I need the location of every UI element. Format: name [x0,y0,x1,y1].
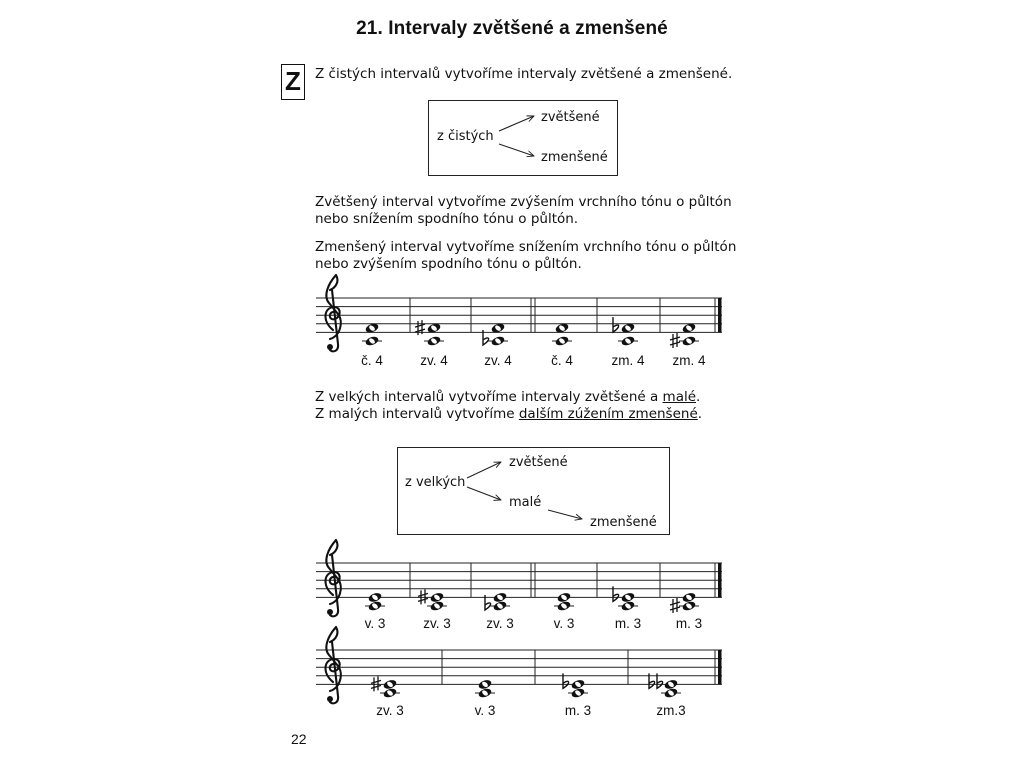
underlined-term-diminished: dalším zúžením zmenšené [518,406,698,422]
fourth-interval-label: zm. 4 [672,353,706,368]
rule-diminished-line2: nebo zvýšením spodního tónu o půltón. [315,256,582,272]
interval-chord [613,586,638,611]
third-interval-label: m. 3 [614,616,642,631]
third-variant-label: zv. 3 [376,703,404,718]
staff-major-thirds [316,540,722,616]
rule-diminished-line1: Zmenšený interval vytvoříme snížením vrchního tónu o půltón [315,239,737,255]
page-title: 21. Intervaly zvětšené a zmenšené [356,18,668,39]
third-variant-label: zm.3 [656,703,686,718]
interval-chord [365,592,385,612]
interval-chord [554,592,574,612]
intro-text: Z čistých intervalů vytvoříme intervaly zvětšené a zmenšené. [315,66,733,82]
diagram-target-diminished: zmenšené [541,150,608,165]
interval-chord [475,679,495,699]
treble-clef [326,627,341,703]
fourth-interval-label: zv. 4 [420,353,448,368]
diagram2-target-augmented: zvětšené [509,455,568,470]
minor-intervals-line: Z malých intervalů vytvoříme dalším zúžením zmenšené. [315,406,703,422]
third-interval-label: v. 3 [364,616,386,631]
third-variant-label: m. 3 [564,703,592,718]
interval-chord [483,322,508,347]
third-interval-label: m. 3 [675,616,703,631]
interval-chord [670,322,699,348]
interval-chord [670,592,699,613]
fourth-interval-label: zm. 4 [611,353,645,368]
rule-augmented-line2: nebo snížením spodního tónu o půltón. [315,211,579,227]
third-variant-label: v. 3 [474,703,496,718]
interval-chord [649,673,681,698]
staff-perfect-fourths [316,275,722,351]
fourth-interval-label: zv. 4 [484,353,512,368]
interval-chord [362,322,382,347]
fourth-interval-label: č. 4 [361,353,383,368]
third-interval-label: v. 3 [553,616,575,631]
fourth-interval-label: č. 4 [551,353,573,368]
interval-chord [371,676,400,698]
interval-chord [563,673,588,698]
rule-augmented-line1: Zvětšený interval vytvoříme zvýšením vrchního tónu o půltón [315,194,732,210]
diagram-source-label: z čistých [437,129,494,144]
diagram-target-augmented: zvětšené [541,110,600,125]
interval-chord [552,322,572,347]
diagram2-target-diminished: zmenšené [590,515,657,530]
third-interval-label: zv. 3 [486,616,514,631]
interval-chord [485,592,510,612]
underlined-term-minor: malé [662,389,697,405]
third-interval-label: zv. 3 [423,616,451,631]
treble-clef [326,275,341,351]
diagram2-target-minor: malé [509,495,542,510]
treble-clef [326,540,341,616]
page-number: 22 [291,731,307,747]
section-badge: Z [281,64,305,100]
interval-chord [418,589,447,611]
major-intervals-line: Z velkých intervalů vytvoříme intervaly zvětšené a malé. [315,389,701,405]
staff-third-variants [316,627,722,703]
diagram2-source-label: z velkých [405,475,466,490]
